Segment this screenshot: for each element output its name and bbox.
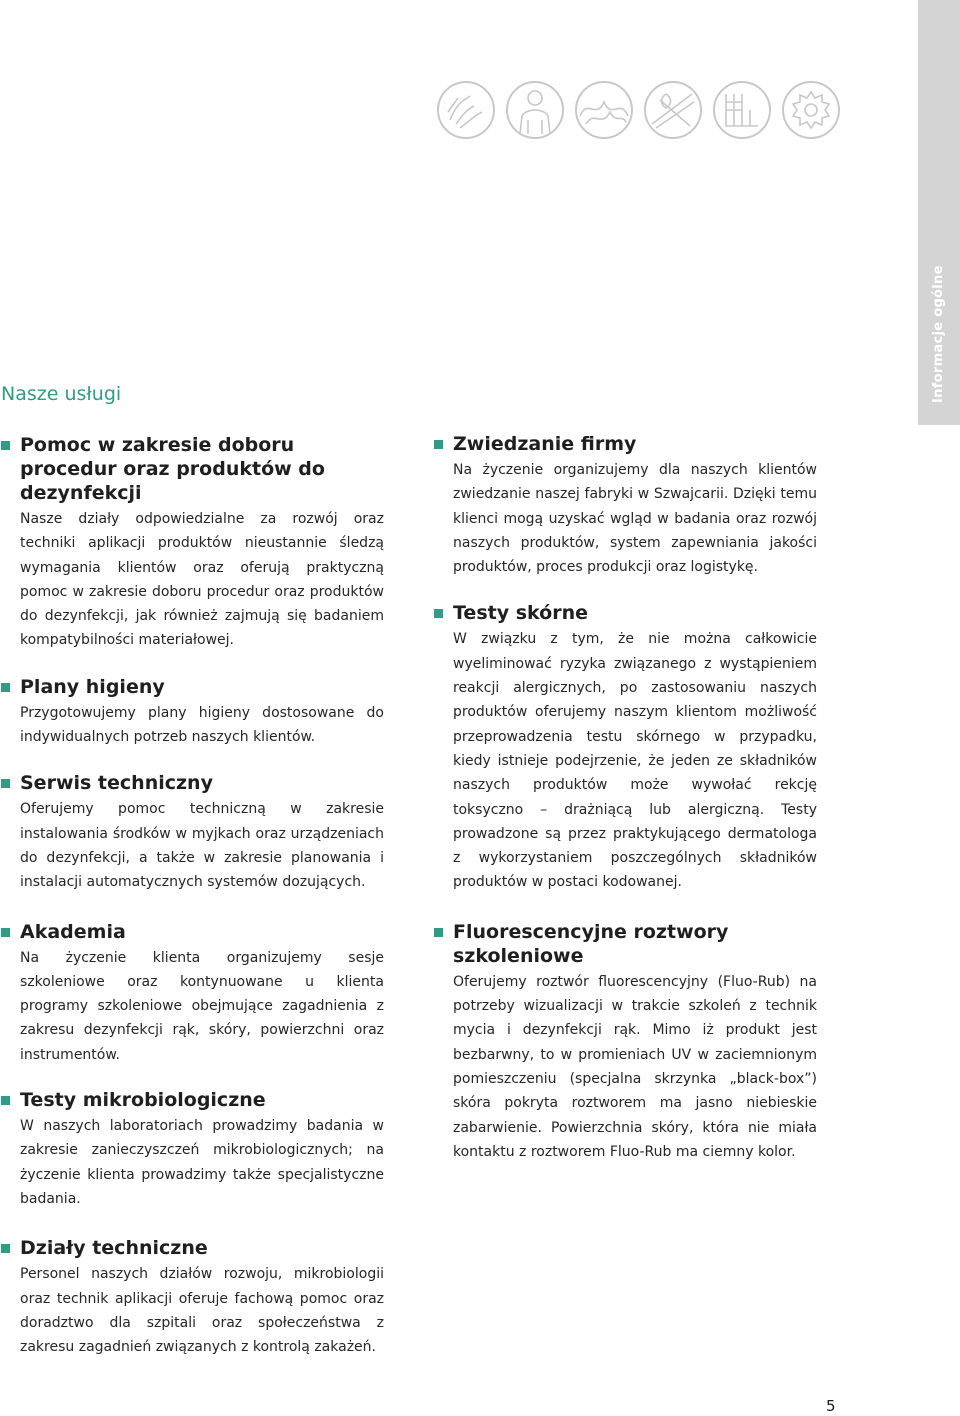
section-procedures xyxy=(0,433,384,653)
section-text: Nasze działy odpowiedzialne za rozwój oraz techniki aplikacji produktów nieustannie śledzą wymagania klientów oraz oferują praktyczną pomoc w zakresie doboru procedur oraz produktów do dezynfekcji, jak również zajmują się badaniem kompatybilności materiałowej. xyxy=(20,511,384,649)
section-heading: Działy techniczne xyxy=(20,1237,208,1260)
page-title: Nasze usługi xyxy=(1,383,122,405)
bullet-square xyxy=(1,1244,10,1253)
section-heading: Fluorescencyjne roztwory szkoleniowe xyxy=(453,920,729,967)
gear-cog-icon xyxy=(783,82,839,138)
section-fluorescent-solutions xyxy=(433,920,817,1164)
section-microbiology-tests xyxy=(0,1088,384,1211)
section-technical-departments xyxy=(0,1236,384,1359)
section-heading: Testy mikrobiologiczne xyxy=(20,1089,266,1112)
bullet-square xyxy=(434,609,443,618)
section-heading: Akademia xyxy=(20,920,126,943)
bullet-square xyxy=(1,683,10,692)
left-column xyxy=(0,433,384,1359)
category-icons xyxy=(436,80,840,140)
section-company-visits xyxy=(433,432,817,579)
surfaces-icon xyxy=(714,82,770,138)
section-text: W naszych laboratoriach prowadzimy badania w zakresie zanieczyszczeń mikrobiologicznych; na życzenie klienta prowadzimy także specjalistyczne badania. xyxy=(20,1118,384,1207)
hands-icon xyxy=(438,82,494,138)
section-academy xyxy=(0,920,384,1067)
section-heading: Zwiedzanie firmy xyxy=(453,433,637,455)
section-text: Personel naszych działów rozwoju, mikrobiologii oraz technik aplikacji oferuje fachową pomoc oraz doradztwo dla szpitali oraz społeczeństwa z zakresu zagadnień związanych z kontrolą zakażeń. xyxy=(20,1266,384,1356)
skin-icon xyxy=(576,82,632,138)
page-number: 5 xyxy=(826,1397,836,1415)
section-heading: Serwis techniczny xyxy=(20,772,213,795)
bullet-square xyxy=(434,440,443,449)
section-skin-tests xyxy=(433,601,817,894)
section-technical-service xyxy=(0,771,384,894)
section-heading: Plany higieny xyxy=(20,675,165,698)
right-column xyxy=(433,432,817,1164)
bullet-square xyxy=(1,928,10,937)
body-icon xyxy=(507,82,563,138)
section-text: Na życzenie organizujemy dla naszych klientów zwiedzanie naszej fabryki w Szwajcarii. Dzięki temu klienci mogą uzyskać wgląd w badania oraz rozwój naszych produktów, system zapewniania jakości produktów, proces produkcji oraz logistykę. xyxy=(453,462,817,576)
section-heading: Testy skórne xyxy=(453,602,588,625)
section-heading: Pomoc w zakresie doboru procedur oraz produktów do dezynfekcji xyxy=(20,434,325,504)
bullet-square xyxy=(434,928,443,937)
section-text: Przygotowujemy plany higieny dostosowane do indywidualnych potrzeb naszych klientów. xyxy=(20,704,384,746)
side-tab-label: Informacje ogólne xyxy=(931,265,946,403)
section-text: Oferujemy roztwór fluorescencyjny (Fluo-Rub) na potrzeby wizualizacji w trakcie szkoleń z technik mycia i dezynfekcji rąk. Mimo iż produkt jest bezbarwny, to w promieniach UV w zaciemnionym pomieszczeniu (specjalna skrzynka „black-box”) skóra pokryta roztworem ma jasno niebieskie zabarwienie. Powierzchnia skóry, która nie miała kontaktu z roztworem Fluo-Rub ma ciemny kolor. xyxy=(453,973,817,1160)
bullet-square xyxy=(1,779,10,788)
section-text: Na życzenie klienta organizujemy sesje szkoleniowe oraz kontynuowane u klienta programy szkoleniowe obejmujące zagadnienia z zakresu dezynfekcji rąk, skóry, powierzchni oraz instrumentów. xyxy=(20,949,384,1063)
bullet-square xyxy=(1,441,10,450)
section-text: Oferujemy pomoc techniczną w zakresie instalowania środków w myjkach oraz urządzeniach do dezynfekcji, a także w zakresie planowania i instalacji automatycznych systemów dozujących. xyxy=(20,801,384,891)
section-hygiene-plans xyxy=(0,675,384,750)
instruments-icon xyxy=(645,82,701,138)
section-text: W związku z tym, że nie można całkowicie wyeliminować ryzyka związanego z wystąpieniem reakcji alergicznych, po zastosowaniu naszych produktów oferujemy naszym klientom możliwość przeprowadzenia testu skórnego w przypadku, kiedy istnieje podejrzenie, że jeden ze składników naszych produktów może wywołać rekcję toksyczno – drażniącą lub alergiczną. Testy prowadzone są przez praktykującego dermatologa z wykorzystaniem poszczególnych składników produktów w postaci kodowanej. xyxy=(453,631,817,891)
bullet-square xyxy=(1,1096,10,1105)
